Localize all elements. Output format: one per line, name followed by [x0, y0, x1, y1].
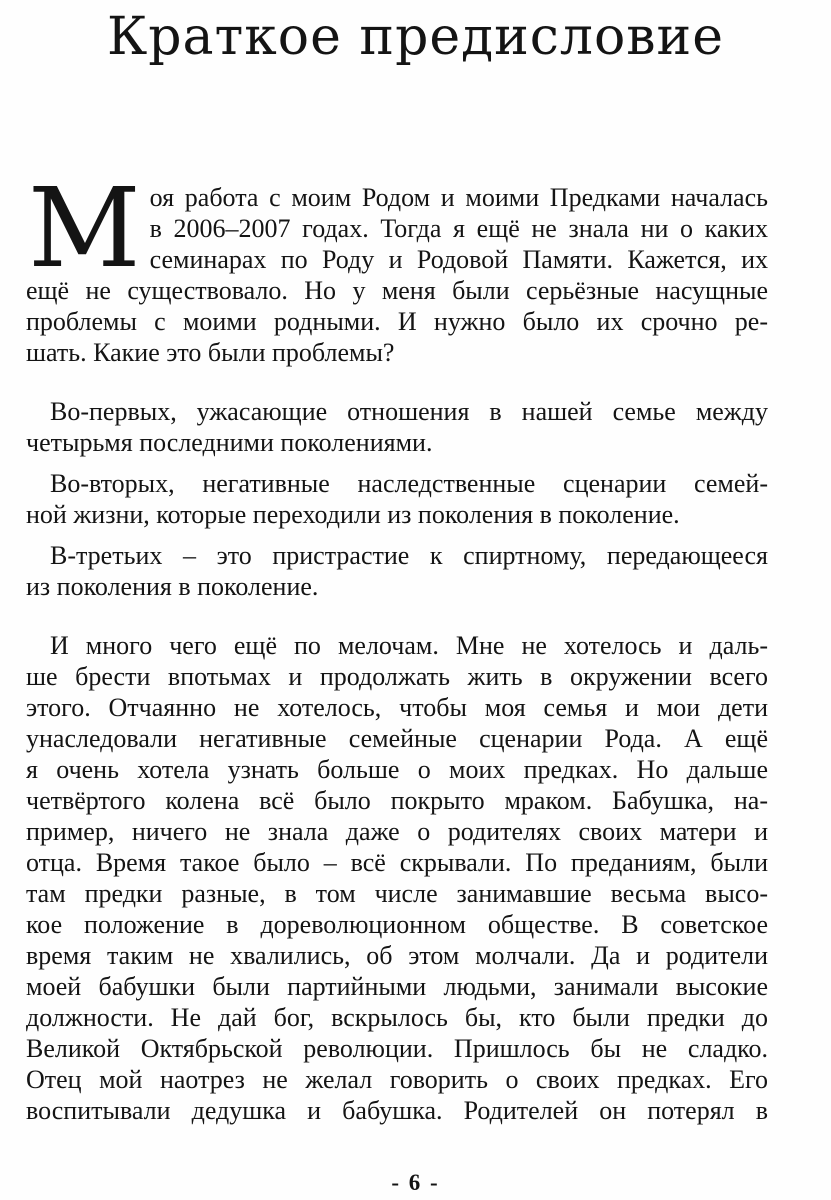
- text-line: ной жизни, которые переходили из поколения в поколение.: [26, 500, 680, 529]
- paragraph-p2: [26, 396, 768, 458]
- text-line: ше брести впотьмах и продолжать жить в окружении всего: [26, 662, 768, 691]
- text-line: четырьмя последними поколениями.: [26, 428, 433, 457]
- text-line: шать. Какие это были проблемы?: [26, 338, 395, 367]
- text-line: я очень хотела узнать больше о моих предках. Но дальше: [26, 755, 768, 784]
- text-line: в 2006–2007 годах. Тогда я ещё не знала ни о каких: [149, 214, 768, 243]
- chapter-title: Краткое предисловие: [107, 7, 724, 67]
- text-line: кое положение в дореволюционном обществе. В советское: [26, 910, 768, 939]
- text-line: оя работа с моим Родом и моими Предками началась: [149, 183, 768, 212]
- paragraph-p5: [26, 630, 768, 1126]
- text-line: Отец мой наотрез не желал говорить о своих предках. Его: [26, 1065, 768, 1094]
- text-line: этого. Отчаянно не хотелось, чтобы моя семья и мои дети: [26, 693, 768, 722]
- text-line: ещё не существовало. Но у меня были серьёзные насущные: [26, 276, 768, 305]
- text-line: четвёртого колена всё было покрыто мраком. Бабушка, на-: [26, 786, 768, 815]
- paragraph-p1: [26, 164, 768, 368]
- text-line: Великой Октябрьской революции. Пришлось бы не сладко.: [26, 1034, 768, 1063]
- paragraph-p3: [26, 468, 768, 530]
- text-line: моей бабушки были партийными людьми, занимали высокие: [26, 972, 768, 1001]
- text-line: Во-первых, ужасающие отношения в нашей семье между: [50, 397, 768, 426]
- text-line: семинарах по Роду и Родовой Памяти. Кажется, их: [149, 245, 768, 274]
- text-line: там предки разные, в том числе занимавшие весьма высо-: [26, 879, 768, 908]
- body-text: [26, 164, 768, 1126]
- text-line: проблемы с моими родными. И нужно было их срочно ре-: [26, 307, 768, 336]
- text-line: И много чего ещё по мелочам. Мне не хотелось и даль-: [50, 631, 768, 660]
- text-line: унаследовали негативные семейные сценарии Рода. А ещё: [26, 724, 768, 753]
- text-line: В-третьих – это пристрастие к спиртному, передающееся: [50, 541, 768, 570]
- drop-cap-letter: М: [28, 164, 141, 292]
- text-line: время таким не хвалились, об этом молчали. Да и родители: [26, 941, 768, 970]
- text-line: пример, ничего не знала даже о родителях своих матери и: [26, 817, 768, 846]
- page-number: - 6 -: [391, 1170, 440, 1195]
- text-line: отца. Время такое было – всё скрывали. По преданиям, были: [26, 848, 768, 877]
- text-line: Во-вторых, негативные наследственные сценарии семей-: [50, 469, 768, 498]
- text-line: воспитывали дедушка и бабушка. Родителей он потерял в: [26, 1096, 768, 1125]
- text-line: из поколения в поколение.: [26, 572, 319, 601]
- text-line: должности. Не дай бог, вскрылось бы, кто были предки до: [26, 1003, 768, 1032]
- paragraph-p4: [26, 540, 768, 602]
